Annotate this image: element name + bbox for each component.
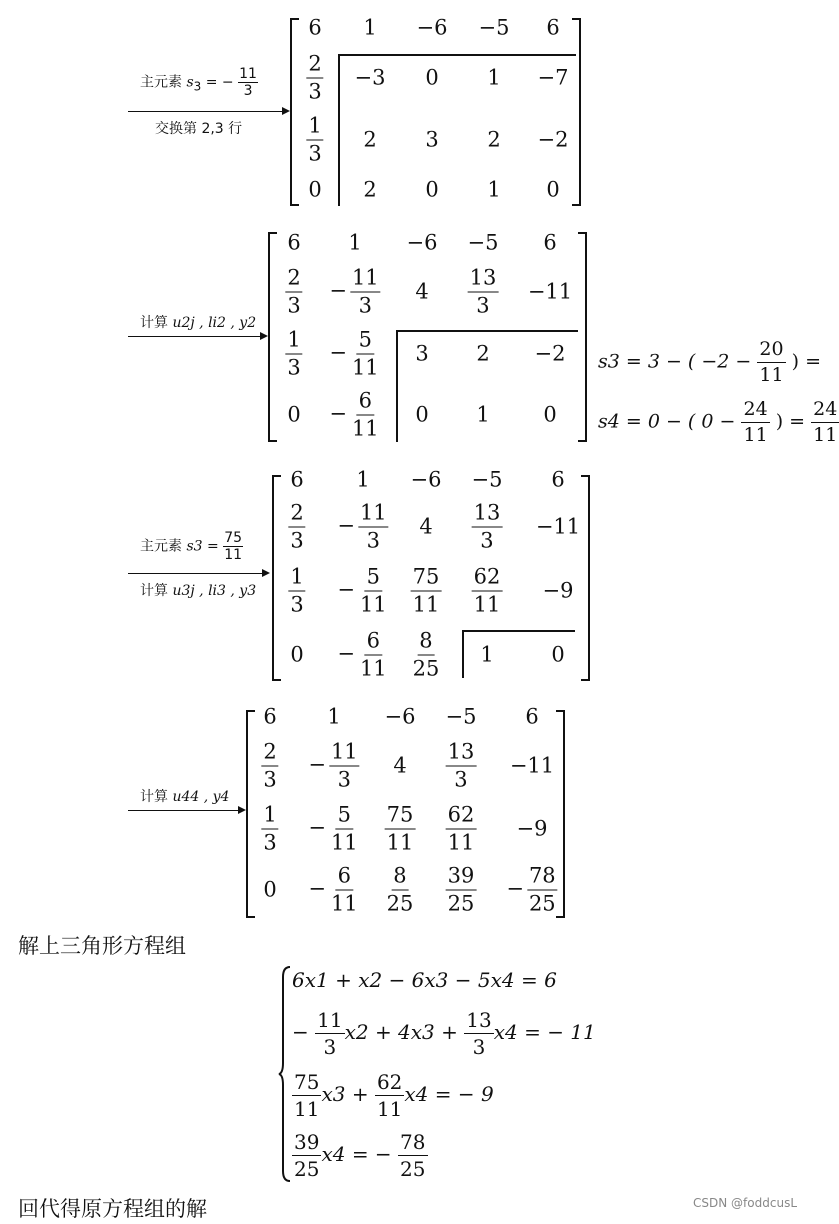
matrix-4-cell-r4c5: − $\frac{78}{25}$ [506,863,556,916]
matrix-4-cell-r3c2: − $\frac{5}{11}$ [308,802,358,855]
matrix-3-cell-r2c2: − $\frac{11}{3}$ [337,500,387,553]
matrix-2-cell-r3c5: −2 [534,341,566,366]
matrix-2-cell-r4c3: 0 [415,402,429,427]
matrix-2-block-top [396,330,578,332]
step1-label-bottom: 交换第 2,3 行 [155,121,243,137]
step3-label-top: 主元素 s3 = $\frac{75}{11}$ [140,530,243,563]
matrix-2-cell-r3c3: 3 [415,341,429,366]
matrix-2-cell-r2c4: $\frac{13}{3}$ [469,265,497,318]
matrix-2-cell-r4c1: 0 [287,402,301,427]
system-eq-4: $\frac{39}{25}$ x4 = − $\frac{78}{25}$ [294,1130,426,1181]
matrix-3-cell-r3c3: $\frac{75}{11}$ [412,564,440,617]
step3-label-bottom: 计算 u3j , li3 , y3 [140,583,257,599]
matrix-1-cell-r3c1: $\frac{1}{3}$ [308,113,322,166]
matrix-3-cell-r4c4: 1 [480,642,494,667]
matrix-2-right-bracket [578,232,587,442]
matrix-2-cell-r4c2: − $\frac{6}{11}$ [329,388,379,441]
matrix-2-cell-r2c5: −11 [527,279,573,304]
matrix-4-cell-r2c4: $\frac{13}{3}$ [447,739,475,792]
matrix-4-cell-r3c1: $\frac{1}{3}$ [263,802,277,855]
matrix-1-cell-r3c5: −2 [537,127,569,152]
matrix-3-cell-r4c5: 0 [551,642,565,667]
matrix-4-cell-r2c1: $\frac{2}{3}$ [263,739,277,792]
matrix-4-cell-r4c2: − $\frac{6}{11}$ [308,863,358,916]
matrix-2-left-bracket [268,232,277,442]
system-eq-1: 6x1 + x2 − 6x3 − 5x4 = 6 [292,968,557,992]
matrix-3-cell-r3c4: $\frac{62}{11}$ [473,564,501,617]
matrix-4-cell-r1c3: −6 [384,704,416,729]
system-eq-3: $\frac{75}{11}$ x3 + $\frac{62}{11}$ x4 = − 9 [294,1070,494,1121]
matrix-1-cell-r2c3: 0 [425,65,439,90]
matrix-3-cell-r1c1: 6 [290,467,304,492]
matrix-1-cell-r3c4: 2 [487,127,501,152]
side-note-s4: s4 = 0 − ( 0 − $\frac{24}{11}$ ) = $\frac{24}{11}$ [598,398,838,446]
matrix-2-cell-r1c2: 1 [348,230,362,255]
step4-label: 计算 u44 , y4 [140,789,230,805]
matrix-4-cell-r2c2: − $\frac{11}{3}$ [308,739,358,792]
side-note-s3: s3 = 3 − ( −2 − $\frac{20}{11}$ ) = [598,338,822,386]
matrix-3-right-bracket [581,475,590,681]
matrix-1-cell-r1c3: −6 [416,15,448,40]
matrix-3-cell-r3c2: − $\frac{5}{11}$ [337,564,387,617]
matrix-1-cell-r2c5: −7 [537,65,569,90]
matrix-1-cell-r4c4: 1 [487,177,501,202]
matrix-1-cell-r4c5: 0 [546,177,560,202]
watermark: CSDN @foddcusL [693,1196,797,1210]
system-eq-2: − $\frac{11}{3}$ x2 + 4x3 + $\frac{13}{3}$ x4 = − 11 [292,1008,596,1059]
step2-arrow [128,336,266,337]
matrix-1-cell-r4c3: 0 [425,177,439,202]
matrix-1-cell-r3c2: 2 [363,127,377,152]
matrix-4-cell-r3c5: −9 [516,816,548,841]
matrix-1-cell-r4c2: 2 [363,177,377,202]
matrix-4-cell-r4c4: $\frac{39}{25}$ [447,863,475,916]
matrix-3-cell-r2c3: 4 [419,514,433,539]
matrix-4-left-bracket [246,710,255,918]
system-brace [278,965,292,1183]
matrix-1-block-left [338,54,340,206]
matrix-3-cell-r3c1: $\frac{1}{3}$ [290,564,304,617]
matrix-3-cell-r2c5: −11 [535,514,581,539]
matrix-3-cell-r4c3: $\frac{8}{25}$ [412,628,440,681]
matrix-2-cell-r1c4: −5 [467,230,499,255]
matrix-4-cell-r1c4: −5 [445,704,477,729]
matrix-4-cell-r2c5: −11 [509,753,555,778]
matrix-4-cell-r1c5: 6 [525,704,539,729]
matrix-3-block-top [462,630,575,632]
matrix-4-cell-r3c3: $\frac{75}{11}$ [386,802,414,855]
step3-arrow [128,573,268,574]
matrix-1-cell-r2c2: −3 [354,65,386,90]
matrix-1-cell-r4c1: 0 [308,177,322,202]
matrix-3-cell-r1c2: 1 [356,467,370,492]
matrix-3-cell-r2c4: $\frac{13}{3}$ [473,500,501,553]
matrix-1-cell-r2c4: 1 [487,65,501,90]
matrix-3-cell-r3c5: −9 [542,578,574,603]
matrix-1-cell-r1c5: 6 [546,15,560,40]
step4-arrow [128,810,244,811]
matrix-2-cell-r3c1: $\frac{1}{3}$ [287,327,301,380]
matrix-2-cell-r2c2: − $\frac{11}{3}$ [329,265,379,318]
matrix-3-cell-r4c2: − $\frac{6}{11}$ [337,628,387,681]
matrix-1-cell-r1c1: 6 [308,15,322,40]
matrix-2-cell-r4c5: 0 [543,402,557,427]
step3-pivot-fraction: $\frac{75}{11}$ [224,530,243,563]
matrix-1-cell-r2c1: $\frac{2}{3}$ [308,51,322,104]
matrix-4-cell-r1c2: 1 [327,704,341,729]
matrix-1-cell-r1c2: 1 [363,15,377,40]
matrix-4-cell-r4c3: $\frac{8}{25}$ [386,863,414,916]
matrix-4-cell-r1c1: 6 [263,704,277,729]
heading-upper-triangular: 解上三角形方程组 [18,934,186,958]
matrix-2-cell-r3c2: − $\frac{5}{11}$ [329,327,379,380]
matrix-2-cell-r2c3: 4 [415,279,429,304]
matrix-3-left-bracket [272,475,281,681]
matrix-3-cell-r1c5: 6 [551,467,565,492]
matrix-2-cell-r1c5: 6 [543,230,557,255]
heading-back-substitution: 回代得原方程组的解 [18,1197,207,1221]
matrix-3-block-left [462,630,464,678]
matrix-2-cell-r1c3: −6 [406,230,438,255]
matrix-2-cell-r2c1: $\frac{2}{3}$ [287,265,301,318]
matrix-3-cell-r2c1: $\frac{2}{3}$ [290,500,304,553]
step2-label: 计算 u2j , li2 , y2 [140,315,257,331]
step1-arrow [128,111,288,112]
step1-label-top: 主元素 s3 = − $\frac{11}{3}$ [140,66,257,99]
step1-pivot-fraction: $\frac{11}{3}$ [239,66,257,99]
matrix-4-cell-r3c4: $\frac{62}{11}$ [447,802,475,855]
matrix-3-cell-r1c3: −6 [410,467,442,492]
matrix-2-cell-r1c1: 6 [287,230,301,255]
matrix-1-right-bracket [572,18,581,206]
matrix-1-cell-r3c3: 3 [425,127,439,152]
matrix-2-cell-r3c4: 2 [476,341,490,366]
matrix-2-block-left [396,330,398,442]
matrix-1-left-bracket [290,18,299,206]
matrix-3-cell-r4c1: 0 [290,642,304,667]
matrix-4-cell-r4c1: 0 [263,877,277,902]
matrix-1-block-top [338,54,576,56]
matrix-4-cell-r2c3: 4 [393,753,407,778]
matrix-3-cell-r1c4: −5 [471,467,503,492]
matrix-1-cell-r1c4: −5 [478,15,510,40]
matrix-2-cell-r4c4: 1 [476,402,490,427]
